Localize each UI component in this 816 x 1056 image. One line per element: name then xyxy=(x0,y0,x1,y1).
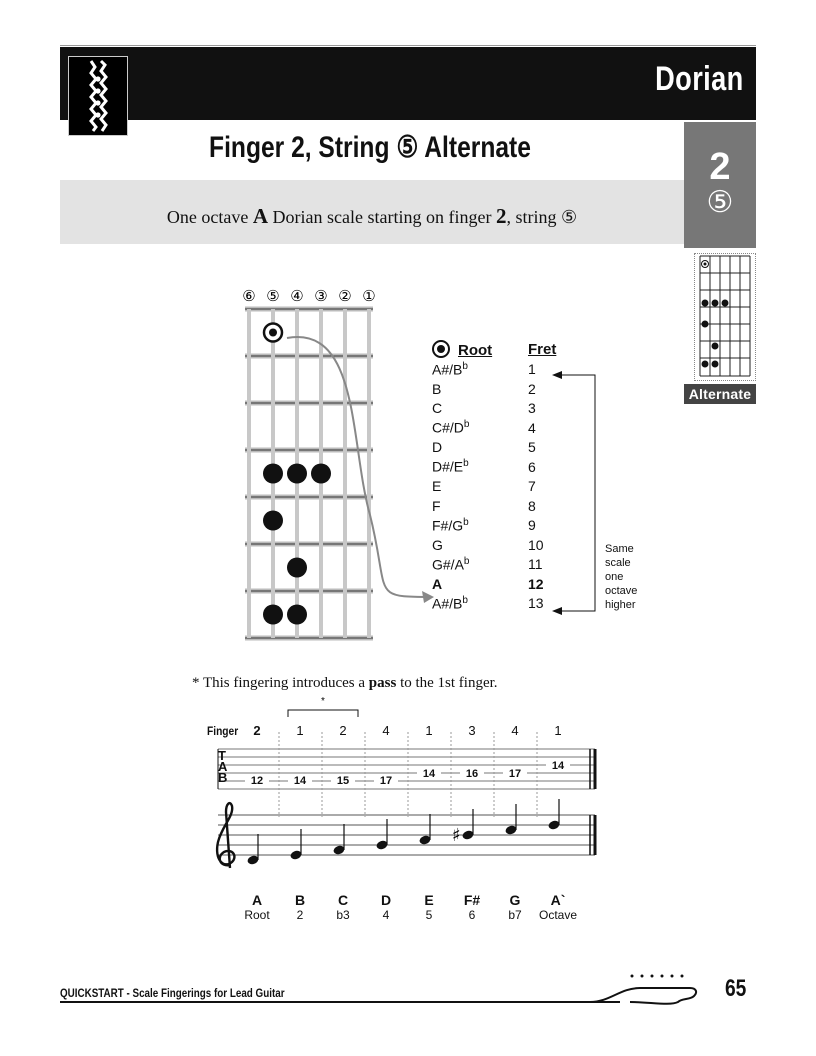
scale-note-dot xyxy=(263,511,283,531)
legend-fret: 1 xyxy=(528,361,536,378)
degree-note: B xyxy=(294,892,306,908)
legend-row xyxy=(432,379,556,399)
legend-row xyxy=(432,399,556,419)
legend-note: $A\#/B^b$ xyxy=(432,360,468,378)
octave-note-line: octave xyxy=(605,585,638,597)
legend-fret: 13 xyxy=(528,595,544,612)
octave-note-line: one xyxy=(605,571,624,583)
finger-label-text: Finger xyxy=(207,724,239,738)
side-tab xyxy=(684,122,756,248)
legend-fret: 2 xyxy=(528,380,536,397)
tab-fret-number: 12 xyxy=(245,775,269,787)
degree-note: A xyxy=(251,892,263,908)
finger-number: 3 xyxy=(468,723,476,738)
root-note-center xyxy=(269,329,277,337)
degree-note: G xyxy=(509,892,521,908)
subtitle-mid: Dorian scale starting on finger xyxy=(268,207,496,227)
legend-row xyxy=(432,457,556,477)
root-icon xyxy=(432,340,450,358)
octave-note xyxy=(605,542,637,612)
page-number: 65 xyxy=(725,975,747,1002)
degree-note: A` xyxy=(550,892,566,908)
legend-fret: 5 xyxy=(528,439,536,456)
tab-fret-number: 14 xyxy=(288,775,312,787)
string-label: ⑥ xyxy=(242,288,256,305)
tab-fret-number: 14 xyxy=(546,760,570,772)
legend-note: $A\#/B^b$ xyxy=(432,594,468,612)
scale-note-dot xyxy=(263,605,283,625)
tab-fret-number: 14 xyxy=(417,768,441,780)
legend-note: D xyxy=(432,439,443,456)
degree-note: F# xyxy=(463,892,481,908)
side-tab-string: ⑤ xyxy=(706,186,734,219)
degree-label: b3 xyxy=(336,908,350,922)
octave-note-line: higher xyxy=(605,599,636,611)
scale-note-dot xyxy=(311,464,331,484)
side-tab-finger: 2 xyxy=(709,146,731,188)
subtitle xyxy=(60,204,684,229)
legend-fret: 11 xyxy=(528,556,543,573)
scale-note-dot xyxy=(287,464,307,484)
legend-row xyxy=(432,574,556,594)
tab-fret-number: 16 xyxy=(460,768,484,780)
degree-label: 4 xyxy=(382,908,390,922)
legend-fret: 9 xyxy=(528,517,536,534)
scale-note-dot xyxy=(263,464,283,484)
string-label: ⑤ xyxy=(266,288,280,305)
legend-note: $C\#/D^b$ xyxy=(432,419,470,437)
page-title: Finger 2, String ⑤ Alternate xyxy=(209,131,531,164)
legend-note: G xyxy=(432,536,443,553)
legend-row xyxy=(432,360,556,380)
degree-label: 2 xyxy=(296,908,304,922)
pass-bracket xyxy=(288,710,358,717)
subtitle-key: A xyxy=(252,204,269,228)
legend-fret: 6 xyxy=(528,458,536,475)
string-label: ① xyxy=(362,288,376,305)
string-label: ② xyxy=(338,288,352,305)
degree-note: D xyxy=(380,892,392,908)
legend-note: B xyxy=(432,380,442,397)
scale-degree xyxy=(533,892,583,922)
degree-note: E xyxy=(424,892,434,908)
finger-number: 2 xyxy=(339,723,347,738)
sharp-icon: ♯ xyxy=(452,825,461,846)
treble-clef-icon xyxy=(217,803,234,868)
legend-row xyxy=(432,438,556,458)
legend-note: A xyxy=(432,575,443,592)
octave-note-line: scale xyxy=(605,557,631,569)
finger-number: 4 xyxy=(511,723,519,738)
degree-label: 5 xyxy=(425,908,433,922)
finger-number: 1 xyxy=(554,723,562,738)
legend-row xyxy=(432,555,556,575)
root-header: Root xyxy=(458,342,493,360)
fingering-note xyxy=(192,675,498,692)
legend-note: C xyxy=(432,400,443,417)
note-post: to the 1st finger. xyxy=(396,675,498,691)
subtitle-pre: One octave xyxy=(166,207,253,227)
finger-number: 1 xyxy=(425,723,433,738)
string-label: ③ xyxy=(314,288,328,305)
footer-title: QUICKSTART - Scale Fingerings for Lead Guitar xyxy=(60,986,285,1000)
subtitle-finger: 2 xyxy=(495,204,507,228)
legend-note: $F\#/G^b$ xyxy=(432,516,469,534)
legend-fret: 8 xyxy=(528,497,536,514)
legend-note: $G\#/A^b$ xyxy=(432,555,470,573)
legend-note: F xyxy=(432,497,441,514)
tab-letters xyxy=(218,750,227,783)
finger-number: 1 xyxy=(296,723,304,738)
octave-arrow xyxy=(287,337,430,597)
octave-bracket xyxy=(540,368,610,618)
degree-note: C xyxy=(337,892,349,908)
guitar-neck-logo-icon xyxy=(68,56,128,136)
header-rule xyxy=(60,45,756,46)
legend-row xyxy=(432,418,556,438)
legend-fret: 10 xyxy=(528,536,544,553)
finger-number: 2 xyxy=(253,723,261,738)
legend-note: $D\#/E^b$ xyxy=(432,458,469,476)
degree-label: b7 xyxy=(508,908,522,922)
mini-fretboard xyxy=(694,253,756,381)
note-pre: * This fingering introduces a xyxy=(192,675,369,691)
tab-fret-number: 15 xyxy=(331,775,355,787)
tab-fret-number: 17 xyxy=(503,768,527,780)
legend-fret: 3 xyxy=(528,400,536,417)
tab-letter: A xyxy=(218,759,228,774)
tab-letter: B xyxy=(218,770,228,785)
subtitle-post: , string ⑤ xyxy=(506,207,578,227)
legend-fret: 12 xyxy=(528,575,544,592)
legend-row xyxy=(432,535,556,555)
string-label: ④ xyxy=(290,288,304,305)
fret-header: Fret xyxy=(528,341,557,359)
tab-fret-number: 17 xyxy=(374,775,398,787)
legend-row xyxy=(432,477,556,497)
legend-fret: 4 xyxy=(528,419,536,436)
legend-row xyxy=(432,496,556,516)
tab-letter: T xyxy=(218,748,226,763)
header-bar xyxy=(60,47,756,120)
legend-fret: 7 xyxy=(528,478,536,495)
finger-number: 4 xyxy=(382,723,390,738)
footer-rule xyxy=(60,1001,620,1003)
note-fret-legend xyxy=(432,340,556,613)
note-bold: pass xyxy=(368,675,397,691)
scale-note-dot xyxy=(287,558,307,578)
scale-note-dot xyxy=(287,605,307,625)
mode-title: Dorian xyxy=(655,60,744,98)
pass-star: * xyxy=(321,696,325,707)
legend-note: E xyxy=(432,478,442,495)
degree-label: Octave xyxy=(538,908,577,922)
guitar-neck-footer-icon xyxy=(590,968,710,1008)
side-tab-label: Alternate xyxy=(684,384,756,404)
legend-row xyxy=(432,594,556,614)
degree-label: Root xyxy=(244,908,270,922)
legend-row xyxy=(432,516,556,536)
octave-note-line: Same xyxy=(605,543,634,555)
degree-label: 6 xyxy=(468,908,476,922)
